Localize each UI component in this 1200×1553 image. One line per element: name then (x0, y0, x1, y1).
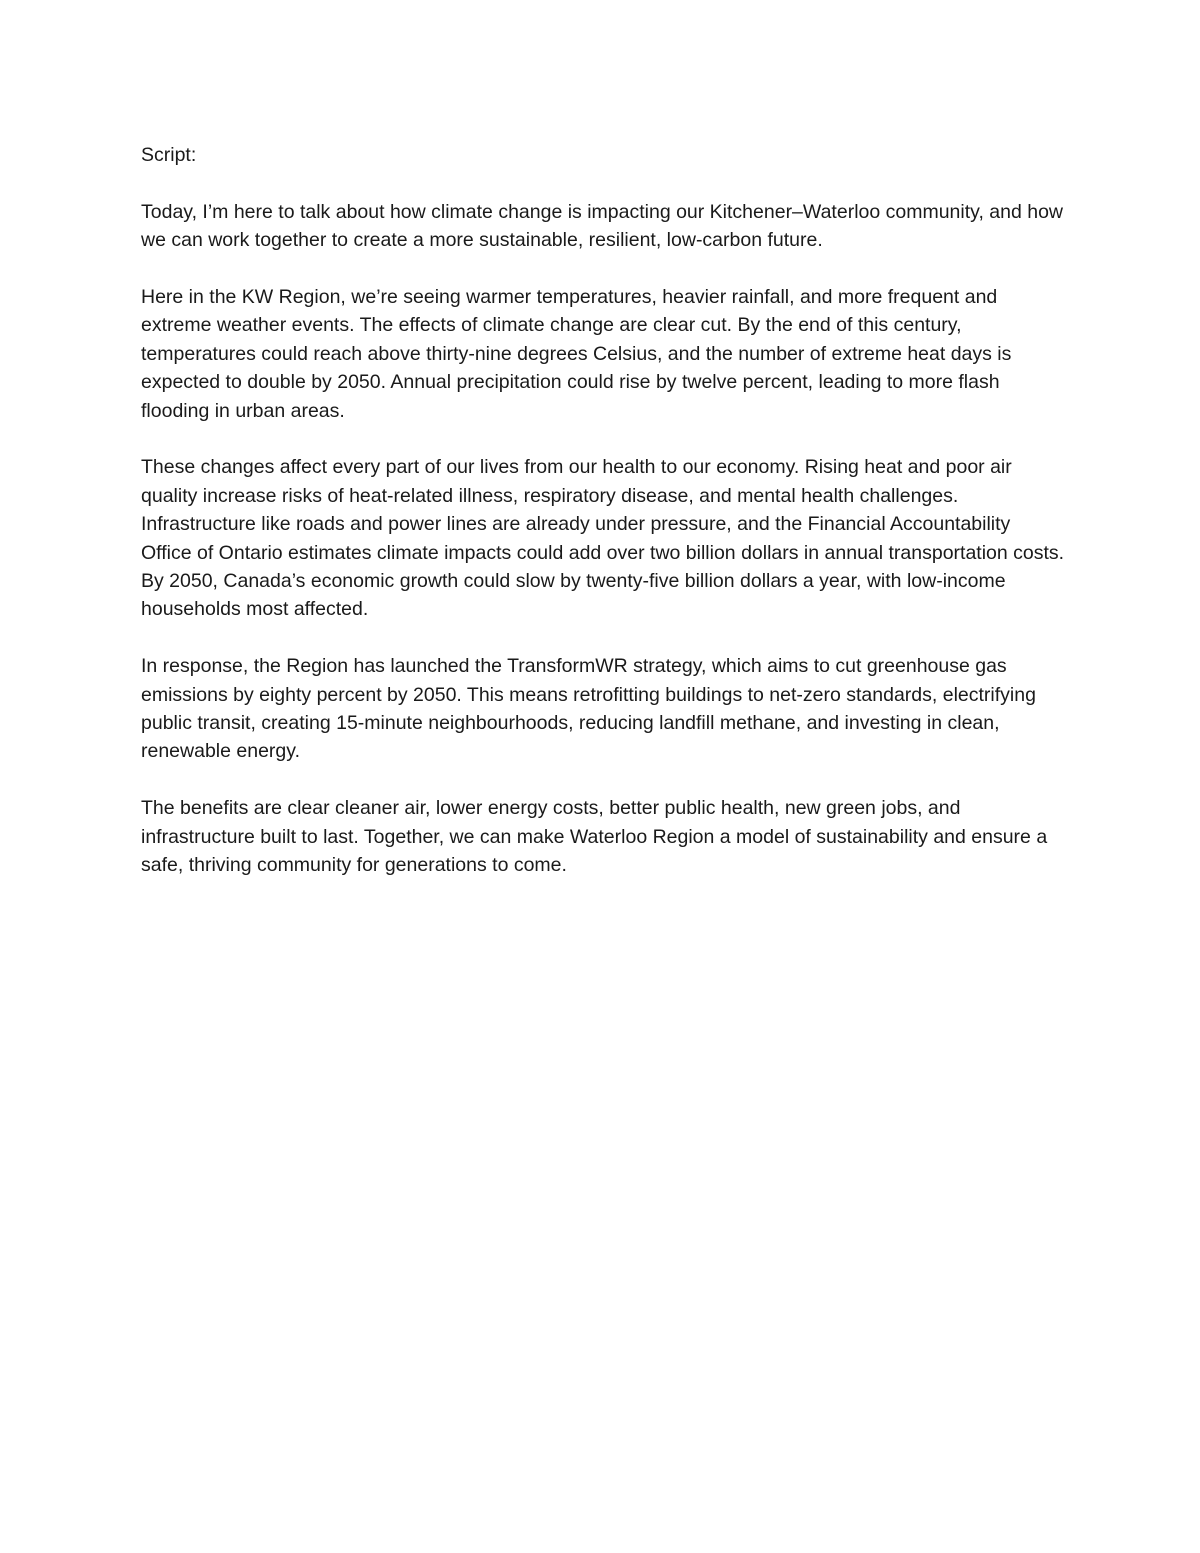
document-body (141, 141, 1066, 908)
paragraph-benefits: The benefits are clear cleaner air, lower energy costs, better public health, new green jobs, and infrastructure built to last. Together, we can make Waterloo Region a model of sustainability and ensure a safe, thriving community for generations to come. (141, 797, 1048, 877)
paragraph-response: In response, the Region has launched the TransformWR strategy, which aims to cut greenhouse gas emissions by eighty percent by 2050. This means retrofitting buildings to net-zero standards, electrifying public transit, creating 15-minute neighbourhoods, reducing landfill methane, and investing in clean, renewable energy. (141, 655, 1036, 763)
paragraph-climate-effects: Here in the KW Region, we’re seeing warmer temperatures, heavier rainfall, and more frequent and extreme weather events. The effects of climate change are clear cut. By the end of this century, temperatures could reach above thirty-nine degrees Celsius, and the number of extreme heat days is expected to double by 2050. Annual precipitation could rise by twelve percent, leading to more flash flooding in urban areas. (141, 286, 1012, 422)
paragraph-intro: Today, I’m here to talk about how climate change is impacting our Kitchener–Waterloo community, and how we can work together to create a more sustainable, resilient, low-carbon future. (141, 200, 1064, 252)
paragraph-impacts: These changes affect every part of our lives from our health to our economy. Rising heat and poor air quality increase risks of heat-related illness, respiratory disease, and mental health challenges. Infrastructure like roads and power lines are already under pressure, and the Financial Accountability Office of Ontario estimates climate impacts could add over two billion dollars in annual transportation costs. By 2050, Canada’s economic growth could slow by twenty-five billion dollars a year, with low-income households most affected. (141, 456, 1065, 621)
script-heading: Script: (141, 144, 197, 166)
